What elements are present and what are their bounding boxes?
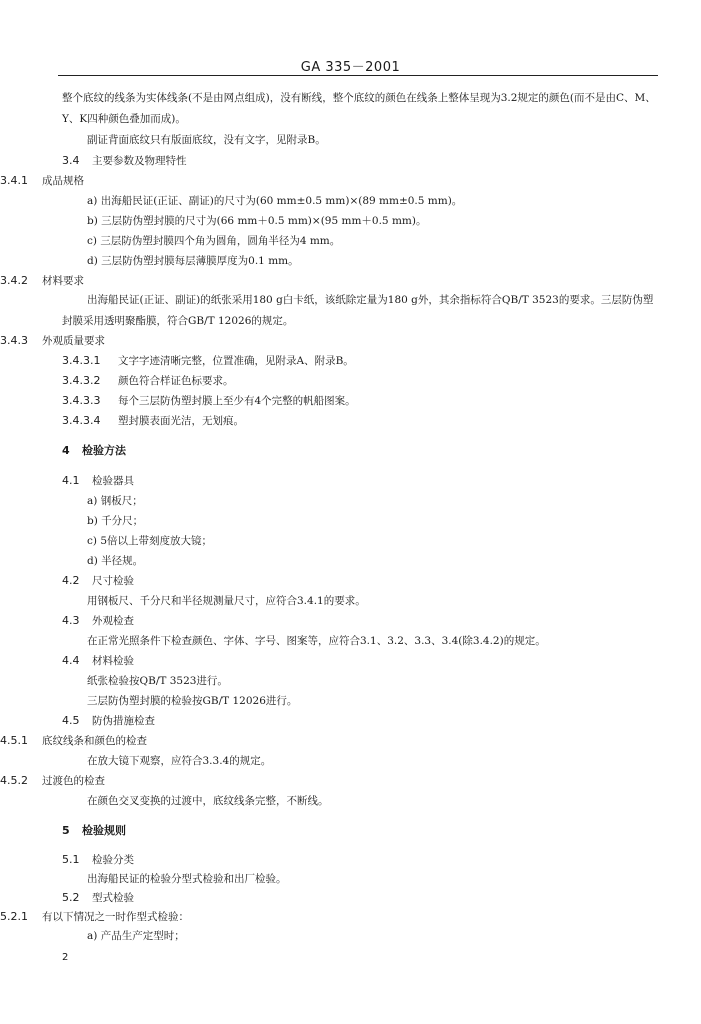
section-title: 检验分类 (92, 854, 134, 866)
page-number: 2 (62, 952, 69, 963)
section-number: 3.4.3.1 (62, 354, 101, 367)
list-item: b) 三层防伪塑封膜的尺寸为(66 mm＋0.5 mm)×(95 mm＋0.5 mm)。 (87, 215, 427, 227)
heading-4-5 (62, 714, 155, 728)
section-title: 材料要求 (42, 275, 84, 287)
paragraph-4-5-1: 在放大镜下观察，应符合3.3.4的规定。 (87, 755, 272, 767)
heading-5-2-1 (0, 910, 189, 924)
section-number: 4.4 (62, 654, 80, 667)
heading-3-4-1 (0, 174, 84, 188)
section-title: 检验方法 (82, 444, 126, 457)
section-number: 3.4.3.4 (62, 414, 101, 427)
paragraph-backside: 副证背面底纹只有版面底纹，没有文字，见附录B。 (87, 134, 326, 146)
heading-5 (62, 824, 126, 838)
heading-5-2 (62, 891, 134, 905)
section-number: 4.1 (62, 474, 80, 487)
heading-3-4-3 (0, 334, 105, 348)
section-number: 4.5 (62, 714, 80, 727)
section-number: 4 (62, 444, 70, 457)
heading-4-4 (62, 654, 134, 668)
section-title: 检验规则 (82, 824, 126, 837)
section-number: 3.4.3 (0, 334, 28, 347)
header-rule (58, 75, 658, 76)
heading-4-2 (62, 574, 134, 588)
standard-code-header: GA 335－2001 (300, 60, 401, 75)
heading-3-4-2 (0, 274, 84, 288)
clause-text: 塑封膜表面光洁，无划痕。 (118, 415, 244, 427)
clause-3-4-3-2 (62, 374, 234, 388)
section-number: 3.4.3.2 (62, 374, 101, 387)
paragraph-materials: 出海船民证(正证、副证)的纸张采用180 g白卡纸，该纸除定量为180 g外，其余指标符合QB/T 3523的要求。三层防伪塑封膜采用透明聚酯膜，符合GB/T 12026的规定。 (62, 294, 654, 327)
list-item: d) 半径规。 (87, 555, 144, 567)
heading-4-5-1 (0, 734, 147, 748)
heading-4-1 (62, 474, 134, 488)
heading-4-3 (62, 614, 134, 628)
section-number: 5 (62, 824, 70, 837)
section-title: 有以下情况之一时作型式检验： (42, 911, 189, 923)
section-title: 检验器具 (92, 475, 134, 487)
clause-text: 颜色符合样证色标要求。 (118, 375, 234, 387)
section-number: 3.4.1 (0, 174, 28, 187)
section-number: 4.5.1 (0, 734, 28, 747)
list-item: a) 钢板尺； (87, 495, 143, 507)
section-title: 外观检查 (92, 615, 134, 627)
heading-4-5-2 (0, 774, 105, 788)
section-title: 底纹线条和颜色的检查 (42, 735, 147, 747)
section-title: 防伪措施检查 (92, 715, 155, 727)
section-title: 尺寸检验 (92, 575, 134, 587)
list-item: c) 三层防伪塑封膜四个角为圆角，圆角半径为4 mm。 (87, 235, 341, 247)
heading-3-4 (62, 154, 187, 168)
section-number: 5.1 (62, 853, 80, 866)
section-title: 型式检验 (92, 892, 134, 904)
list-item: b) 千分尺； (87, 515, 144, 527)
list-item: a) 产品生产定型时； (87, 930, 185, 942)
list-item: d) 三层防伪塑封膜每层薄膜厚度为0.1 mm。 (87, 255, 299, 267)
heading-5-1 (62, 853, 134, 867)
paragraph-4-4-line: 纸张检验按QB/T 3523进行。 (87, 675, 228, 687)
paragraph-4-3: 在正常光照条件下检查颜色、字体、字号、图案等，应符合3.1、3.2、3.3、3.4(除3.4.2)的规定。 (87, 635, 546, 647)
paragraph-underlay: 整个底纹的线条为实体线条(不是由网点组成)，没有断线，整个底纹的颜色在线条上整体呈现为3.2规定的颜色(而不是由C、M、Y、K四种颜色叠加而成)。 (62, 92, 656, 125)
section-number: 5.2.1 (0, 910, 28, 923)
paragraph-4-4-line: 三层防伪塑封膜的检验按GB/T 12026进行。 (87, 695, 298, 707)
section-number: 3.4.3.3 (62, 394, 101, 407)
clause-text: 文字字迹清晰完整，位置准确，见附录A、附录B。 (118, 355, 354, 367)
section-number: 4.3 (62, 614, 80, 627)
section-number: 3.4.2 (0, 274, 28, 287)
heading-4 (62, 444, 126, 458)
section-number: 3.4 (62, 154, 80, 167)
section-number: 4.2 (62, 574, 80, 587)
clause-3-4-3-4 (62, 414, 244, 428)
section-number: 5.2 (62, 891, 80, 904)
list-item: c) 5倍以上带刻度放大镜； (87, 535, 212, 547)
clause-text: 每个三层防伪塑封膜上至少有4个完整的帆船图案。 (118, 395, 356, 407)
section-title: 过渡色的检查 (42, 775, 105, 787)
section-title: 材料检验 (92, 655, 134, 667)
section-title: 成品规格 (42, 175, 84, 187)
list-item: a) 出海船民证(正证、副证)的尺寸为(60 mm±0.5 mm)×(89 mm±0.5 mm)。 (87, 195, 463, 207)
paragraph-4-2: 用钢板尺、千分尺和半径规测量尺寸，应符合3.4.1的要求。 (87, 595, 366, 607)
paragraph-4-5-2: 在颜色交叉变换的过渡中，底纹线条完整，不断线。 (87, 795, 329, 807)
clause-3-4-3-3 (62, 394, 356, 408)
section-title: 外观质量要求 (42, 335, 105, 347)
section-number: 4.5.2 (0, 774, 28, 787)
clause-3-4-3-1 (62, 354, 354, 368)
paragraph-5-1: 出海船民证的检验分型式检验和出厂检验。 (87, 873, 287, 885)
section-title: 主要参数及物理特性 (92, 155, 187, 167)
